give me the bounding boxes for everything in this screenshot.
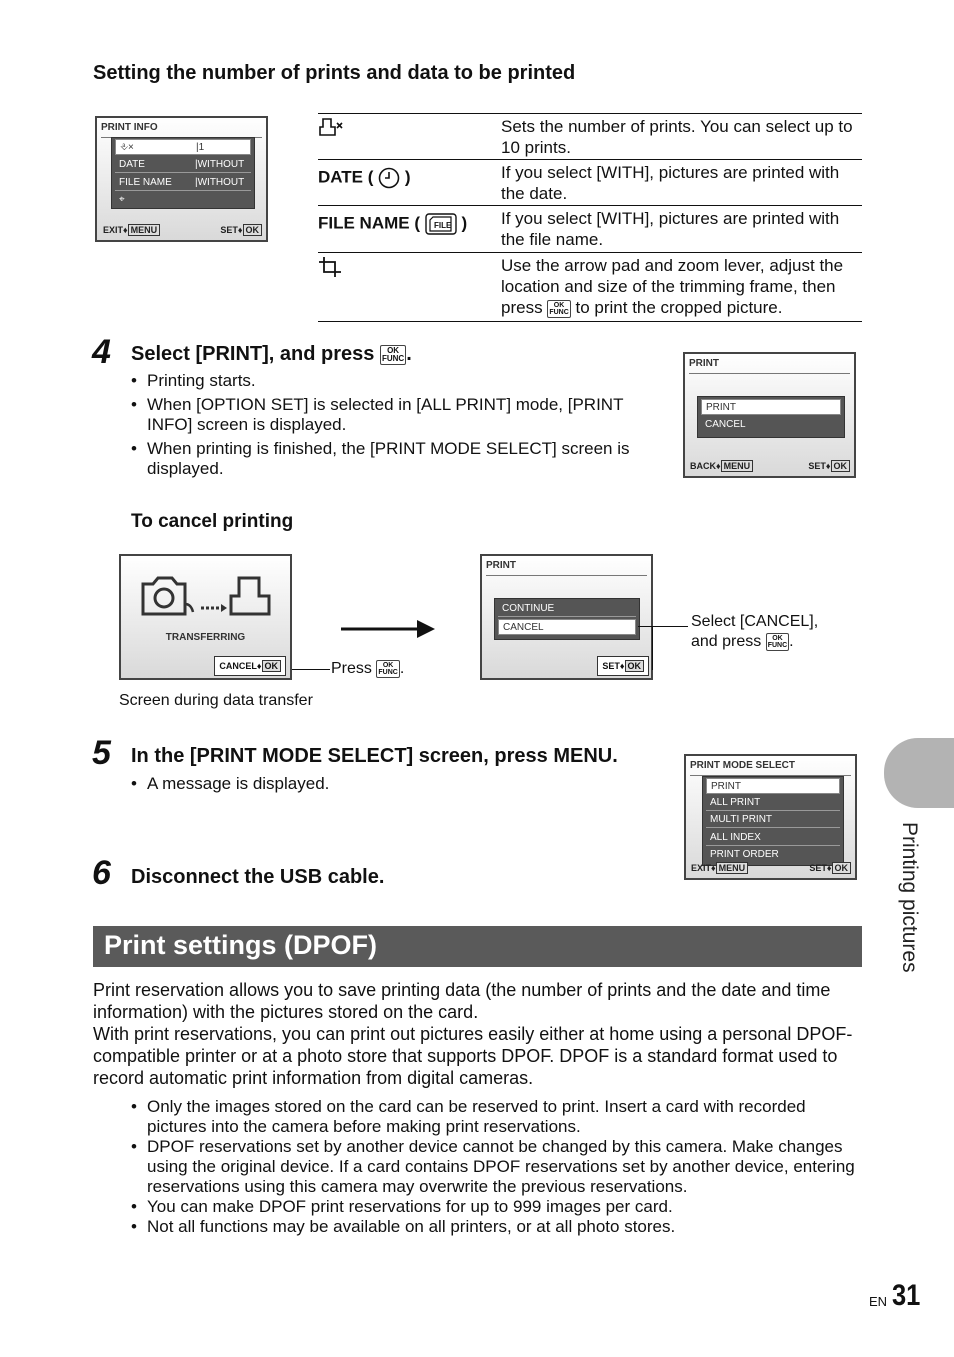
date-label: DATE ( ) [318, 167, 411, 187]
table-desc: If you select [WITH], pictures are printed with the date. [501, 163, 840, 203]
menu-row-date: DATE |WITHOUT [115, 157, 251, 173]
print-mode-menu [702, 776, 844, 866]
set-hint: SET♦ OK [220, 224, 262, 236]
footer-lang: EN [869, 1294, 888, 1309]
transfer-label: TRANSFERRING [165, 632, 246, 643]
dpof-paragraph: With print reservations, you can print out pictures easily either at home using a personal DPOF-compatible printer or at a photo store that supports DPOF. DPOF is a standard format used to record automatic print information from digital cameras. [93, 1024, 853, 1088]
cancel-button[interactable]: CANCEL♦ OK [214, 656, 286, 676]
arrow-right-icon [341, 619, 437, 644]
menu-item-print: PRINT [701, 399, 841, 415]
print-cancel-menu [494, 598, 640, 640]
table-row [318, 113, 862, 160]
menu-item-cancel: CANCEL [498, 619, 636, 635]
print-cancel-screen [480, 554, 653, 680]
dpof-paragraph: Print reservation allows you to save printing data (the number of prints and the date and time information) with the pictures stored on the card. [93, 980, 831, 1022]
step-title: Disconnect the USB cable. [131, 866, 385, 888]
list-item: • Printing starts. [131, 371, 661, 391]
trim-icon [318, 256, 342, 283]
callout-line [652, 626, 653, 670]
table-row [318, 159, 862, 206]
cancel-heading: To cancel printing [131, 511, 294, 532]
menu-item-continue: CONTINUE [498, 601, 636, 617]
file-name-label: FILE NAME ( FILE ) [318, 213, 468, 233]
set-hint: SET♦ OK [808, 460, 850, 472]
menu-row-trim [115, 192, 251, 208]
trim-icon: ⌖ [119, 194, 125, 205]
camera-icon [139, 574, 279, 625]
back-hint: BACK♦ MENU [690, 460, 753, 472]
step-number: 5 [92, 734, 111, 772]
print-screen [683, 352, 856, 478]
ok-func-icon: OK FUNC [378, 662, 398, 676]
side-tab-label: Printing pictures [898, 822, 921, 973]
print-quantity-icon: ⎀× [120, 142, 134, 153]
screen-title: PRINT INFO [101, 122, 158, 133]
cancel-note: Select [CANCEL], and press OK FUNC . [691, 613, 819, 650]
transfer-screen [119, 554, 292, 680]
list-item: • A message is displayed. [131, 774, 631, 794]
svg-text:FILE: FILE [433, 221, 452, 230]
set-hint: SET♦ OK [809, 862, 851, 874]
list-item: • Only the images stored on the card can be reserved to print. Insert a card with recorded pictures into the camera before making print reservations. [131, 1097, 861, 1137]
menu-button-label: MENU [553, 745, 613, 767]
list-item: • When [OPTION SET] is selected in [ALL PRINT] mode, [PRINT INFO] screen is displayed. [131, 395, 661, 435]
screen-title: PRINT [486, 560, 516, 571]
ok-func-icon: OK FUNC [549, 301, 569, 316]
table-row [318, 205, 862, 253]
exit-hint: EXIT♦ MENU [691, 862, 748, 874]
list-item: • DPOF reservations set by another device cannot be changed by this camera. Make changes using the original device. If a card contains DPOF reservations set by another device, entering reservations using this camera may overwrite the previous reservations. [131, 1137, 861, 1197]
menu-item-all-index: ALL INDEX [706, 830, 840, 846]
menu-row-quantity: ⎀× |1 [115, 139, 251, 155]
list-item: • You can make DPOF print reservations for up to 999 images per card. [131, 1197, 861, 1217]
table-desc: If you select [WITH], pictures are printed with the file name. [501, 209, 840, 249]
ok-func-icon: OK FUNC [767, 634, 788, 649]
print-info-menu [111, 137, 255, 209]
print-info-screen [95, 116, 268, 242]
side-tab-label-wrap [887, 822, 927, 992]
callout-line [292, 669, 330, 670]
clock-icon [378, 167, 400, 186]
step-number: 4 [92, 333, 111, 371]
step-title: In the [PRINT MODE SELECT] screen, press MENU. [131, 745, 618, 767]
menu-row-file-name: FILE NAME |WITHOUT [115, 175, 251, 191]
step4-bullets [131, 371, 661, 483]
print-quantity-icon [318, 117, 344, 142]
step-title: Select [PRINT], and press OK FUNC . [131, 343, 412, 365]
side-tab [884, 738, 954, 808]
callout-line [638, 626, 688, 627]
list-item: • When printing is finished, the [PRINT MODE SELECT] screen is displayed. [131, 439, 661, 479]
print-mode-select-screen [684, 754, 857, 880]
section-title: Print settings (DPOF) [104, 930, 378, 960]
menu-item-print-order: PRINT ORDER [710, 849, 779, 860]
set-hint: SET♦ OK [597, 656, 649, 676]
section-heading: Setting the number of prints and data to be printed [93, 62, 576, 84]
table-row [318, 252, 862, 322]
page-number: 31 [892, 1279, 921, 1312]
menu-item-all-print: ALL PRINT [706, 795, 840, 811]
section-heading-bar [93, 926, 862, 967]
exit-hint: EXIT♦ MENU [103, 224, 160, 236]
menu-item-print: PRINT [706, 778, 840, 794]
menu-item-cancel: CANCEL [705, 419, 746, 430]
screen-title: PRINT [689, 358, 719, 369]
screen-title: PRINT MODE SELECT [690, 760, 796, 771]
dpof-bullets [131, 1097, 861, 1237]
press-note: Press OK FUNC . [331, 660, 405, 678]
print-menu [697, 396, 845, 438]
table-desc: Use the arrow pad and zoom lever, adjust the location and size of the trimming frame, then press OK FUNC to print the cropped picture. [501, 256, 844, 317]
transfer-caption: Screen during data transfer [119, 692, 313, 709]
table-desc: Sets the number of prints. You can select up to 10 prints. [501, 117, 853, 157]
step-number: 6 [92, 854, 111, 892]
menu-item-multi-print: MULTI PRINT [706, 812, 840, 828]
step5-bullets [131, 774, 631, 798]
ok-func-icon: OK FUNC [381, 345, 405, 363]
list-item: • Not all functions may be available on all printers, or at all photo stores. [131, 1217, 861, 1237]
file-icon [425, 213, 457, 232]
